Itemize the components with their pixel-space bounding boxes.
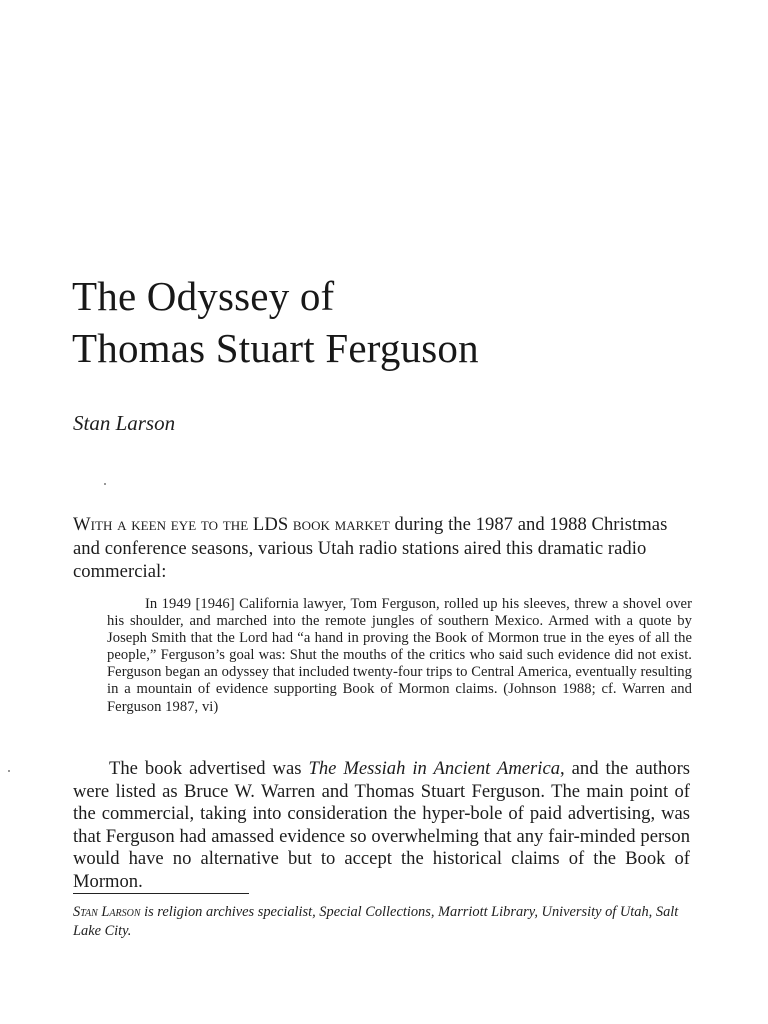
body-text-after: , and the authors were listed as Bruce W. Warren and Thomas Stuart Ferguson. The main point of the commercial, taking into consideration the hyper-bole of paid advertising, was that Ferguson had amassed evidence so overwhelming that any fair-minded person would have no alternative but to accept the historical claims of the Book of Mormon.: [73, 758, 690, 892]
intro-rest: during the 1987 and 1988 Christmas and conference seasons, various Utah radio stations aired this dramatic radio commercial:: [73, 514, 668, 582]
block-quote-text: In 1949 [1946] California lawyer, Tom Ferguson, rolled up his sleeves, threw a shovel over his shoulder, and marched into the remote jungles of southern Mexico. Armed with a quote by Joseph Smith that the Lord had “a hand in proving the Book of Mormon true in the eyes of all the people,” Ferguson’s goal was: Shut the mouths of the critics who said such evidence did not exist. Ferguson began an odyssey that included twenty-four trips to Central America, eventually resulting in a mountain of evidence supporting Book of Mormon claims. (Johnson 1988; cf. Warren and Ferguson 1987, vi): [107, 596, 692, 715]
intro-lead-smallcaps: With a keen eye to the LDS book market: [73, 514, 390, 535]
footnote-rule: [73, 893, 249, 894]
footnote-author-name: Stan Larson: [73, 904, 141, 920]
body-paragraph: [73, 758, 690, 894]
title-line-1: The Odyssey of: [72, 273, 335, 319]
author-footnote: [73, 903, 693, 940]
title-line-2: Thomas Stuart Ferguson: [72, 325, 479, 371]
intro-paragraph: [73, 513, 693, 584]
scan-speck: [8, 770, 10, 772]
article-title: [72, 270, 479, 374]
body-text-before: The book advertised was: [109, 758, 309, 779]
block-quote: [107, 596, 692, 716]
footnote-text: is religion archives specialist, Special Collections, Marriott Library, University of Utah, Salt Lake City.: [73, 904, 679, 939]
scan-speck: [104, 483, 106, 485]
book-title-italic: The Messiah in Ancient America: [308, 758, 560, 779]
author-byline: Stan Larson: [73, 411, 176, 435]
